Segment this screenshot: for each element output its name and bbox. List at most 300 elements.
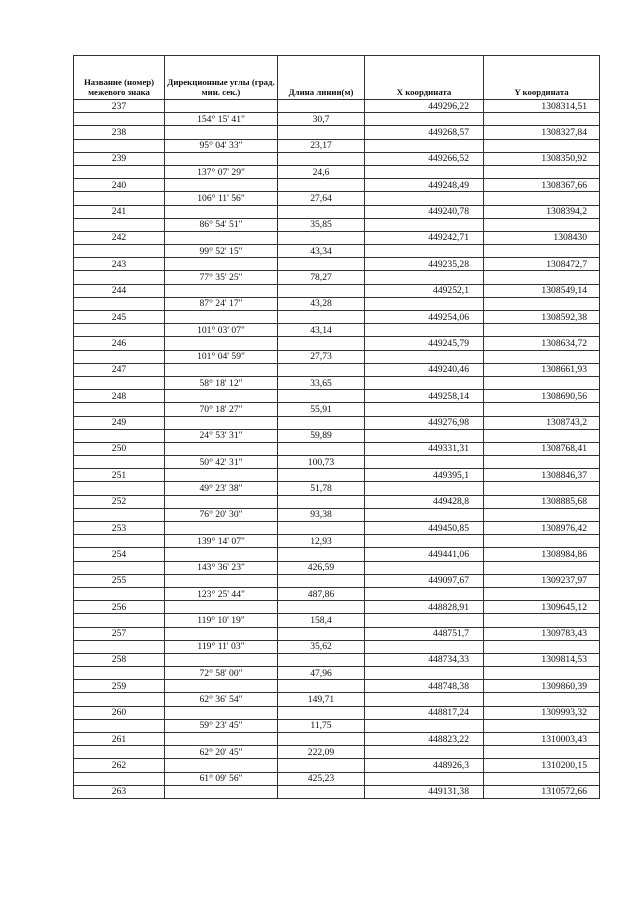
empty-cell [278, 337, 365, 350]
empty-cell [74, 719, 165, 732]
x-coordinate: 449240,78 [365, 205, 484, 218]
direction-angle: 137° 07' 29" [165, 165, 278, 178]
empty-cell [365, 429, 484, 442]
boundary-coordinates-table [73, 55, 600, 799]
table-row [74, 706, 600, 719]
empty-cell [165, 706, 278, 719]
empty-cell [278, 759, 365, 772]
line-length: 35,85 [278, 218, 365, 231]
empty-cell [365, 403, 484, 416]
empty-cell [74, 535, 165, 548]
empty-cell [165, 574, 278, 587]
table-row [74, 258, 600, 271]
empty-cell [484, 192, 600, 205]
y-coordinate: 1308430 [484, 231, 600, 244]
point-name: 244 [74, 284, 165, 297]
empty-cell [74, 746, 165, 759]
table-row [74, 772, 600, 785]
line-length: 78,27 [278, 271, 365, 284]
line-length: 43,14 [278, 324, 365, 337]
y-coordinate: 1309993,32 [484, 706, 600, 719]
line-length: 12,93 [278, 535, 365, 548]
empty-cell [74, 693, 165, 706]
empty-cell [74, 429, 165, 442]
empty-cell [365, 746, 484, 759]
table-row [74, 680, 600, 693]
x-coordinate: 449450,85 [365, 522, 484, 535]
y-coordinate: 1310003,43 [484, 733, 600, 746]
table-row [74, 442, 600, 455]
y-coordinate: 1308690,56 [484, 390, 600, 403]
direction-angle: 62° 20' 45" [165, 746, 278, 759]
table-row [74, 311, 600, 324]
point-name: 239 [74, 152, 165, 165]
y-coordinate: 1310200,15 [484, 759, 600, 772]
y-coordinate: 1308846,37 [484, 469, 600, 482]
x-coordinate: 449268,57 [365, 126, 484, 139]
empty-cell [165, 416, 278, 429]
empty-cell [365, 456, 484, 469]
empty-cell [484, 508, 600, 521]
header-y-coordinate: Y координата [484, 56, 600, 100]
empty-cell [278, 785, 365, 798]
point-name: 241 [74, 205, 165, 218]
empty-cell [165, 601, 278, 614]
point-name: 238 [74, 126, 165, 139]
x-coordinate: 449395,1 [365, 469, 484, 482]
x-coordinate: 449097,67 [365, 574, 484, 587]
empty-cell [165, 785, 278, 798]
table-row [74, 297, 600, 310]
direction-angle: 50° 42' 31" [165, 456, 278, 469]
empty-cell [484, 561, 600, 574]
point-name: 251 [74, 469, 165, 482]
empty-cell [484, 535, 600, 548]
empty-cell [484, 376, 600, 389]
empty-cell [484, 245, 600, 258]
empty-cell [165, 442, 278, 455]
x-coordinate: 448748,38 [365, 680, 484, 693]
table-row [74, 113, 600, 126]
direction-angle: 95° 04' 33" [165, 139, 278, 152]
x-coordinate: 449242,71 [365, 231, 484, 244]
empty-cell [74, 376, 165, 389]
empty-cell [365, 508, 484, 521]
empty-cell [365, 245, 484, 258]
empty-cell [484, 640, 600, 653]
point-name: 246 [74, 337, 165, 350]
point-name: 250 [74, 442, 165, 455]
table-row [74, 746, 600, 759]
empty-cell [365, 165, 484, 178]
point-name: 237 [74, 100, 165, 113]
empty-cell [74, 456, 165, 469]
direction-angle: 70° 18' 27" [165, 403, 278, 416]
table-row [74, 601, 600, 614]
empty-cell [74, 640, 165, 653]
empty-cell [365, 350, 484, 363]
y-coordinate: 1308661,93 [484, 363, 600, 376]
empty-cell [278, 390, 365, 403]
empty-cell [484, 693, 600, 706]
table-row [74, 456, 600, 469]
line-length: 27,64 [278, 192, 365, 205]
y-coordinate: 1309814,53 [484, 653, 600, 666]
x-coordinate: 449248,49 [365, 179, 484, 192]
y-coordinate: 1310572,66 [484, 785, 600, 798]
empty-cell [278, 205, 365, 218]
empty-cell [74, 139, 165, 152]
line-length: 51,78 [278, 482, 365, 495]
empty-cell [365, 297, 484, 310]
x-coordinate: 449240,46 [365, 363, 484, 376]
empty-cell [365, 271, 484, 284]
empty-cell [165, 258, 278, 271]
table-row [74, 785, 600, 798]
line-length: 47,96 [278, 667, 365, 680]
x-coordinate: 449331,31 [365, 442, 484, 455]
empty-cell [484, 614, 600, 627]
direction-angle: 76° 20' 30" [165, 508, 278, 521]
y-coordinate: 1308768,41 [484, 442, 600, 455]
y-coordinate: 1308885,68 [484, 495, 600, 508]
table-row [74, 100, 600, 113]
y-coordinate: 1309860,39 [484, 680, 600, 693]
table-row [74, 139, 600, 152]
empty-cell [74, 297, 165, 310]
empty-cell [484, 165, 600, 178]
empty-cell [74, 271, 165, 284]
empty-cell [74, 482, 165, 495]
empty-cell [278, 601, 365, 614]
line-length: 23,17 [278, 139, 365, 152]
empty-cell [365, 139, 484, 152]
empty-cell [278, 574, 365, 587]
table-row [74, 482, 600, 495]
table-row [74, 231, 600, 244]
table-row [74, 535, 600, 548]
empty-cell [74, 165, 165, 178]
empty-cell [484, 113, 600, 126]
point-name: 245 [74, 311, 165, 324]
x-coordinate: 448828,91 [365, 601, 484, 614]
table-row [74, 508, 600, 521]
x-coordinate: 449254,06 [365, 311, 484, 324]
header-direction-angle: Дирекционные углы (град. мин. сек.) [165, 56, 278, 100]
point-name: 263 [74, 785, 165, 798]
line-length: 55,91 [278, 403, 365, 416]
table-row [74, 614, 600, 627]
direction-angle: 106° 11' 56" [165, 192, 278, 205]
line-length: 93,38 [278, 508, 365, 521]
y-coordinate: 1308592,38 [484, 311, 600, 324]
empty-cell [484, 403, 600, 416]
line-length: 35,62 [278, 640, 365, 653]
y-coordinate: 1308350,92 [484, 152, 600, 165]
direction-angle: 49° 23' 38" [165, 482, 278, 495]
x-coordinate: 448823,22 [365, 733, 484, 746]
direction-angle: 24° 53' 31" [165, 429, 278, 442]
table-row [74, 719, 600, 732]
table-row [74, 548, 600, 561]
y-coordinate: 1308472,7 [484, 258, 600, 271]
empty-cell [365, 192, 484, 205]
empty-cell [484, 719, 600, 732]
point-name: 256 [74, 601, 165, 614]
line-length: 30,7 [278, 113, 365, 126]
direction-angle: 72° 58' 00" [165, 667, 278, 680]
x-coordinate: 449245,79 [365, 337, 484, 350]
direction-angle: 59° 23' 45" [165, 719, 278, 732]
empty-cell [74, 403, 165, 416]
empty-cell [278, 548, 365, 561]
direction-angle: 101° 03' 07" [165, 324, 278, 337]
line-length: 43,28 [278, 297, 365, 310]
point-name: 261 [74, 733, 165, 746]
x-coordinate: 448734,33 [365, 653, 484, 666]
empty-cell [74, 587, 165, 600]
empty-cell [278, 258, 365, 271]
empty-cell [278, 733, 365, 746]
empty-cell [74, 324, 165, 337]
table-row [74, 627, 600, 640]
table-row [74, 337, 600, 350]
empty-cell [484, 667, 600, 680]
empty-cell [278, 442, 365, 455]
direction-angle: 101° 04' 59" [165, 350, 278, 363]
table-row [74, 363, 600, 376]
x-coordinate: 448926,3 [365, 759, 484, 772]
table-row [74, 640, 600, 653]
x-coordinate: 449131,38 [365, 785, 484, 798]
empty-cell [165, 152, 278, 165]
empty-cell [165, 627, 278, 640]
empty-cell [484, 746, 600, 759]
y-coordinate: 1309645,12 [484, 601, 600, 614]
empty-cell [278, 680, 365, 693]
empty-cell [484, 218, 600, 231]
empty-cell [165, 284, 278, 297]
point-name: 243 [74, 258, 165, 271]
empty-cell [165, 653, 278, 666]
table-row [74, 403, 600, 416]
line-length: 11,75 [278, 719, 365, 732]
x-coordinate: 449266,52 [365, 152, 484, 165]
direction-angle: 62° 36' 54" [165, 693, 278, 706]
point-name: 240 [74, 179, 165, 192]
table-row [74, 271, 600, 284]
header-point-name: Название (номер) межевого знака [74, 56, 165, 100]
table-row [74, 245, 600, 258]
line-length: 426,59 [278, 561, 365, 574]
empty-cell [278, 179, 365, 192]
point-name: 254 [74, 548, 165, 561]
empty-cell [278, 706, 365, 719]
table-row [74, 495, 600, 508]
empty-cell [484, 324, 600, 337]
table-row [74, 192, 600, 205]
empty-cell [278, 126, 365, 139]
table-row [74, 350, 600, 363]
line-length: 59,89 [278, 429, 365, 442]
table-row [74, 376, 600, 389]
empty-cell [74, 667, 165, 680]
table-body [74, 100, 600, 799]
empty-cell [165, 126, 278, 139]
empty-cell [484, 139, 600, 152]
empty-cell [278, 522, 365, 535]
empty-cell [278, 152, 365, 165]
header-line-length: Длина линии(м) [278, 56, 365, 100]
empty-cell [165, 231, 278, 244]
x-coordinate: 449428,8 [365, 495, 484, 508]
y-coordinate: 1308634,72 [484, 337, 600, 350]
y-coordinate: 1308367,66 [484, 179, 600, 192]
empty-cell [484, 429, 600, 442]
empty-cell [165, 363, 278, 376]
line-length: 33,65 [278, 376, 365, 389]
table-row [74, 179, 600, 192]
empty-cell [278, 469, 365, 482]
x-coordinate: 448751,7 [365, 627, 484, 640]
direction-angle: 143° 36' 23" [165, 561, 278, 574]
empty-cell [484, 772, 600, 785]
y-coordinate: 1308314,51 [484, 100, 600, 113]
empty-cell [165, 759, 278, 772]
point-name: 253 [74, 522, 165, 535]
table-row [74, 667, 600, 680]
empty-cell [165, 522, 278, 535]
empty-cell [484, 587, 600, 600]
point-name: 252 [74, 495, 165, 508]
direction-angle: 99° 52' 15" [165, 245, 278, 258]
empty-cell [484, 482, 600, 495]
y-coordinate: 1309783,43 [484, 627, 600, 640]
empty-cell [165, 311, 278, 324]
empty-cell [74, 113, 165, 126]
table-row [74, 733, 600, 746]
x-coordinate: 449235,28 [365, 258, 484, 271]
header-row [74, 56, 600, 100]
direction-angle: 123° 25' 44" [165, 587, 278, 600]
empty-cell [278, 495, 365, 508]
empty-cell [165, 179, 278, 192]
empty-cell [278, 363, 365, 376]
point-name: 242 [74, 231, 165, 244]
table-row [74, 522, 600, 535]
empty-cell [365, 376, 484, 389]
empty-cell [165, 495, 278, 508]
point-name: 262 [74, 759, 165, 772]
line-length: 27,73 [278, 350, 365, 363]
empty-cell [165, 469, 278, 482]
y-coordinate: 1308984,86 [484, 548, 600, 561]
empty-cell [74, 350, 165, 363]
empty-cell [365, 324, 484, 337]
line-length: 158,4 [278, 614, 365, 627]
empty-cell [365, 772, 484, 785]
table-row [74, 416, 600, 429]
empty-cell [165, 548, 278, 561]
y-coordinate: 1309237,97 [484, 574, 600, 587]
table-row [74, 284, 600, 297]
table-row [74, 390, 600, 403]
empty-cell [74, 508, 165, 521]
table-row [74, 126, 600, 139]
empty-cell [74, 245, 165, 258]
empty-cell [165, 100, 278, 113]
empty-cell [365, 614, 484, 627]
empty-cell [365, 667, 484, 680]
empty-cell [278, 653, 365, 666]
x-coordinate: 449441,06 [365, 548, 484, 561]
line-length: 43,34 [278, 245, 365, 258]
line-length: 487,86 [278, 587, 365, 600]
empty-cell [365, 640, 484, 653]
empty-cell [365, 693, 484, 706]
y-coordinate: 1308549,14 [484, 284, 600, 297]
table-row [74, 205, 600, 218]
direction-angle: 61° 09' 56" [165, 772, 278, 785]
y-coordinate: 1308394,2 [484, 205, 600, 218]
x-coordinate: 449258,14 [365, 390, 484, 403]
empty-cell [165, 390, 278, 403]
direction-angle: 154° 15' 41" [165, 113, 278, 126]
table-row [74, 693, 600, 706]
empty-cell [365, 561, 484, 574]
empty-cell [165, 733, 278, 746]
point-name: 255 [74, 574, 165, 587]
point-name: 260 [74, 706, 165, 719]
direction-angle: 58° 18' 12" [165, 376, 278, 389]
empty-cell [365, 113, 484, 126]
x-coordinate: 448817,24 [365, 706, 484, 719]
empty-cell [365, 587, 484, 600]
table-row [74, 324, 600, 337]
empty-cell [365, 218, 484, 231]
empty-cell [365, 719, 484, 732]
x-coordinate: 449296,22 [365, 100, 484, 113]
empty-cell [484, 297, 600, 310]
empty-cell [165, 337, 278, 350]
line-length: 425,23 [278, 772, 365, 785]
empty-cell [278, 284, 365, 297]
line-length: 100,73 [278, 456, 365, 469]
line-length: 149,71 [278, 693, 365, 706]
empty-cell [278, 100, 365, 113]
x-coordinate: 449276,98 [365, 416, 484, 429]
empty-cell [74, 772, 165, 785]
table-row [74, 653, 600, 666]
empty-cell [365, 535, 484, 548]
empty-cell [484, 456, 600, 469]
table-row [74, 165, 600, 178]
point-name: 248 [74, 390, 165, 403]
table-row [74, 587, 600, 600]
empty-cell [165, 680, 278, 693]
empty-cell [365, 482, 484, 495]
point-name: 247 [74, 363, 165, 376]
empty-cell [74, 218, 165, 231]
empty-cell [278, 627, 365, 640]
empty-cell [484, 271, 600, 284]
direction-angle: 139° 14' 07" [165, 535, 278, 548]
table-row [74, 469, 600, 482]
header-x-coordinate: X координата [365, 56, 484, 100]
table-row [74, 152, 600, 165]
direction-angle: 119° 11' 03" [165, 640, 278, 653]
empty-cell [74, 561, 165, 574]
